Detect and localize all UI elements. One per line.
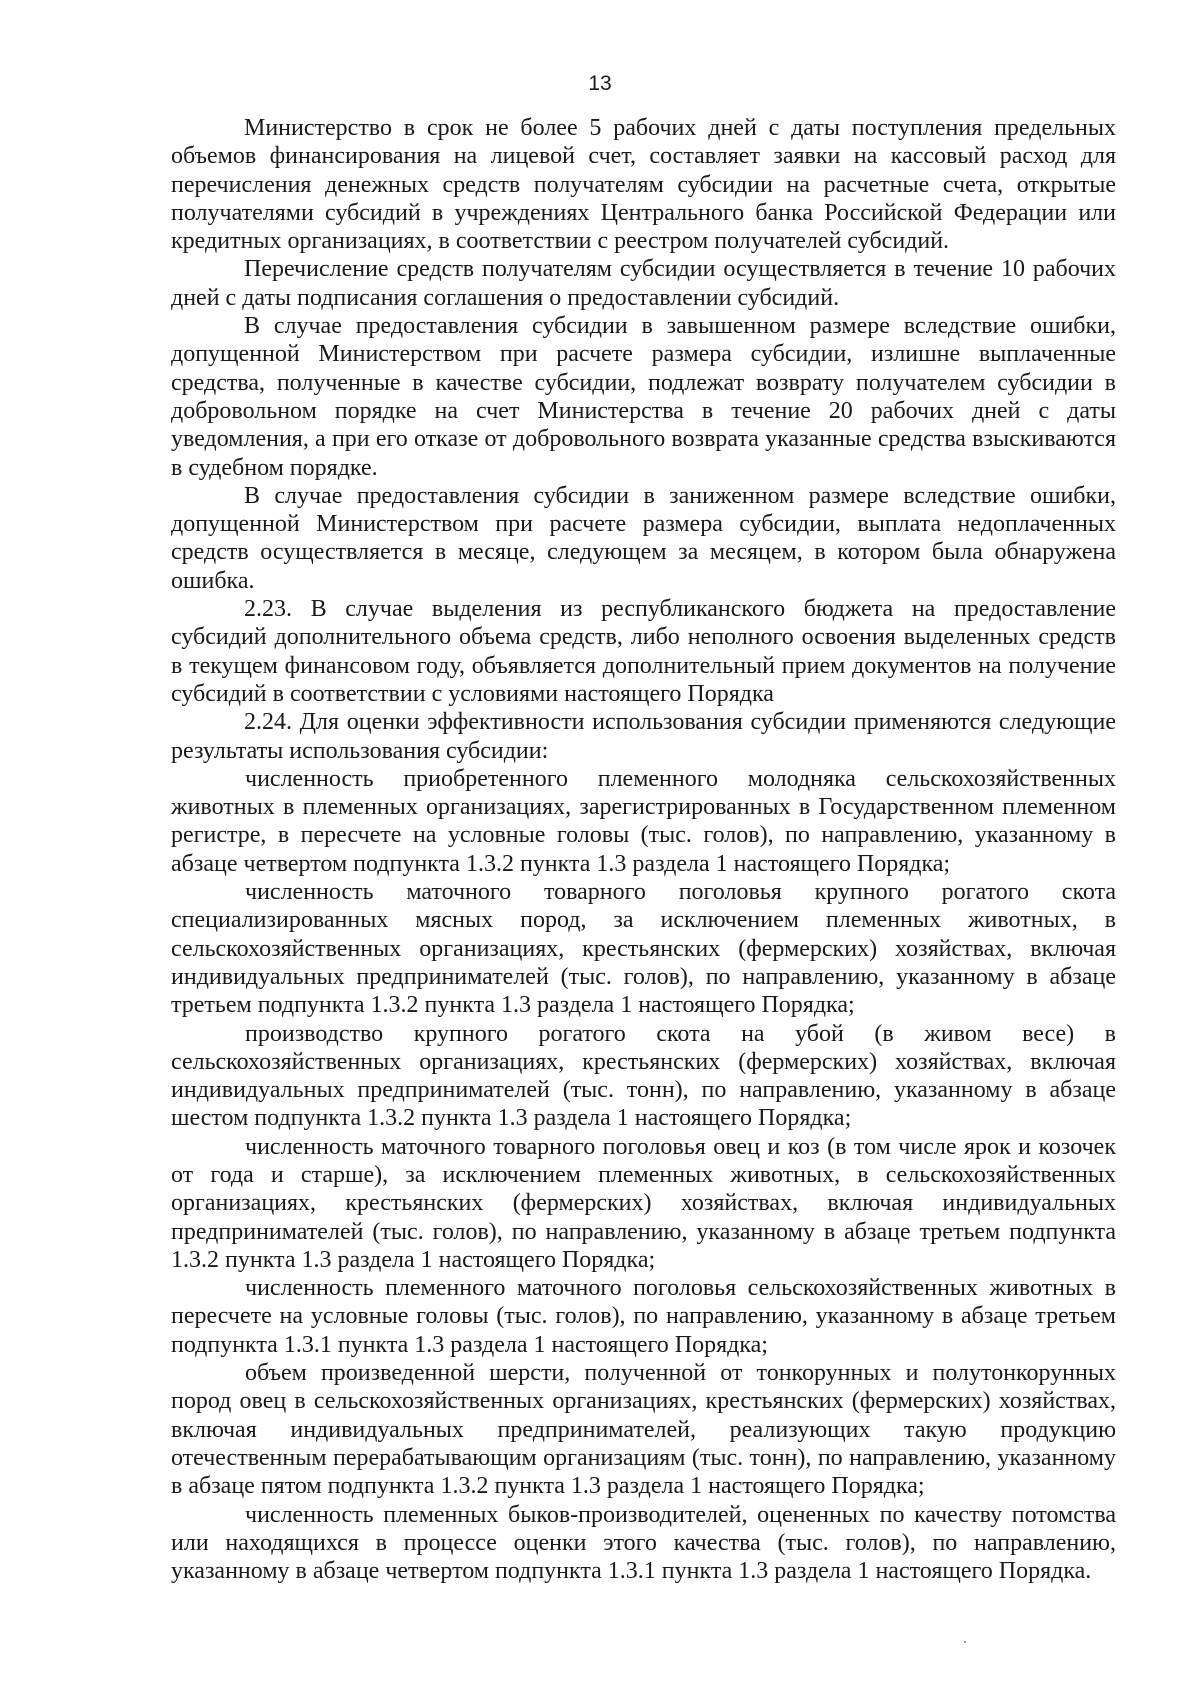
result-item-beef-cattle: численность маточного товарного поголовья крупного рогатого скота специализированных мясных пород, за исключением племенных животных, в сельскохозяйственных организациях, крестьянских (фермерских) хозяйствах, включая индивидуальных предпринимателей (тыс. голов), по направлению, указанному в абзаце третьем подпункта 1.3.2 пункта 1.3 раздела 1 настоящего Порядка;: [171, 879, 1116, 1019]
document-body: [171, 114, 1116, 1585]
paragraph-2-24: 2.24. Для оценки эффективности использования субсидии применяются следующие результаты использования субсидии:: [171, 709, 1116, 764]
paragraph-ministry-requests: Министерство в срок не более 5 рабочих дней с даты поступления предельных объемов финансирования на лицевой счет, составляет заявки на кассовый расход для перечисления денежных средств получателям субсидии на расчетные счета, открытые получателями субсидий в учреждениях Центрального банка Российской Федерации или кредитных организациях, в соответствии с реестром получателей субсидий.: [171, 115, 1116, 255]
result-item-young-stock: численность приобретенного племенного молодняка сельскохозяйственных животных в племенных организациях, зарегистрированных в Государственном племенном регистре, в пересчете на условные головы (тыс. голов), по направлению, указанному в абзаце четвертом подпункта 1.3.2 пункта 1.3 раздела 1 настоящего Порядка;: [171, 765, 1116, 877]
page-number: 13: [588, 72, 612, 95]
scan-speck: [964, 1641, 966, 1643]
result-item-sheep-goats: численность маточного товарного поголовья овец и коз (в том числе ярок и козочек от года и старше), за исключением племенных животных, в сельскохозяйственных организациях, крестьянских (фермерских) хозяйствах, включая индивидуальных предпринимателей (тыс. голов), по направлению, указанному в абзаце третьем подпункта 1.3.2 пункта 1.3 раздела 1 настоящего Порядка;: [171, 1133, 1116, 1273]
paragraph-underpayment: В случае предоставления субсидии в заниженном размере вследствие ошибки, допущенной Министерством при расчете размера субсидии, выплата недоплаченных средств осуществляется в месяце, следующем за месяцем, в котором была обнаружена ошибка.: [171, 482, 1116, 594]
paragraph-transfer-term: Перечисление средств получателям субсидии осуществляется в течение 10 рабочих дней с даты подписания соглашения о предоставлении субсидий.: [171, 256, 1116, 311]
result-item-breeding-stock: численность племенного маточного поголовья сельскохозяйственных животных в пересчете на условные головы (тыс. голов), по направлению, указанному в абзаце третьем подпункта 1.3.1 пункта 1.3 раздела 1 настоящего Порядка;: [171, 1275, 1116, 1358]
paragraph-2-23: 2.23. В случае выделения из республиканского бюджета на предоставление субсидий дополнительного объема средств, либо неполного освоения выделенных средств в текущем финансовом году, объявляется дополнительный прием документов на получение субсидий в соответствии с условиями настоящего Порядка: [171, 596, 1116, 707]
paragraph-overpayment-return: В случае предоставления субсидии в завышенном размере вследствие ошибки, допущенной Министерством при расчете размера субсидии, излишне выплаченные средства, полученные в качестве субсидии, подлежат возврату получателем субсидии в добровольном порядке на счет Министерства в течение 20 рабочих дней с даты уведомления, а при его отказе от добровольного возврата указанные средства взыскиваются в судебном порядке.: [171, 313, 1116, 481]
result-item-cattle-slaughter: производство крупного рогатого скота на убой (в живом весе) в сельскохозяйственных организациях, крестьянских (фермерских) хозяйствах, включая индивидуальных предпринимателей (тыс. тонн), по направлению, указанному в абзаце шестом подпункта 1.3.2 пункта 1.3 раздела 1 настоящего Порядка;: [171, 1020, 1116, 1132]
result-item-bulls: численность племенных быков-производителей, оцененных по качеству потомства или находящихся в процессе оценки этого качества (тыс. голов), по направлению, указанному в абзаце четвертом подпункта 1.3.1 пункта 1.3 раздела 1 настоящего Порядка.: [171, 1501, 1116, 1585]
result-item-wool: объем произведенной шерсти, полученной от тонкорунных и полутонкорунных пород овец в сельскохозяйственных организациях, крестьянских (фермерских) хозяйствах, включая индивидуальных предпринимателей, реализующих такую продукцию отечественным перерабатывающим организациям (тыс. тонн), по направлению, указанному в абзаце пятом подпункта 1.3.2 пункта 1.3 раздела 1 настоящего Порядка;: [171, 1360, 1116, 1500]
